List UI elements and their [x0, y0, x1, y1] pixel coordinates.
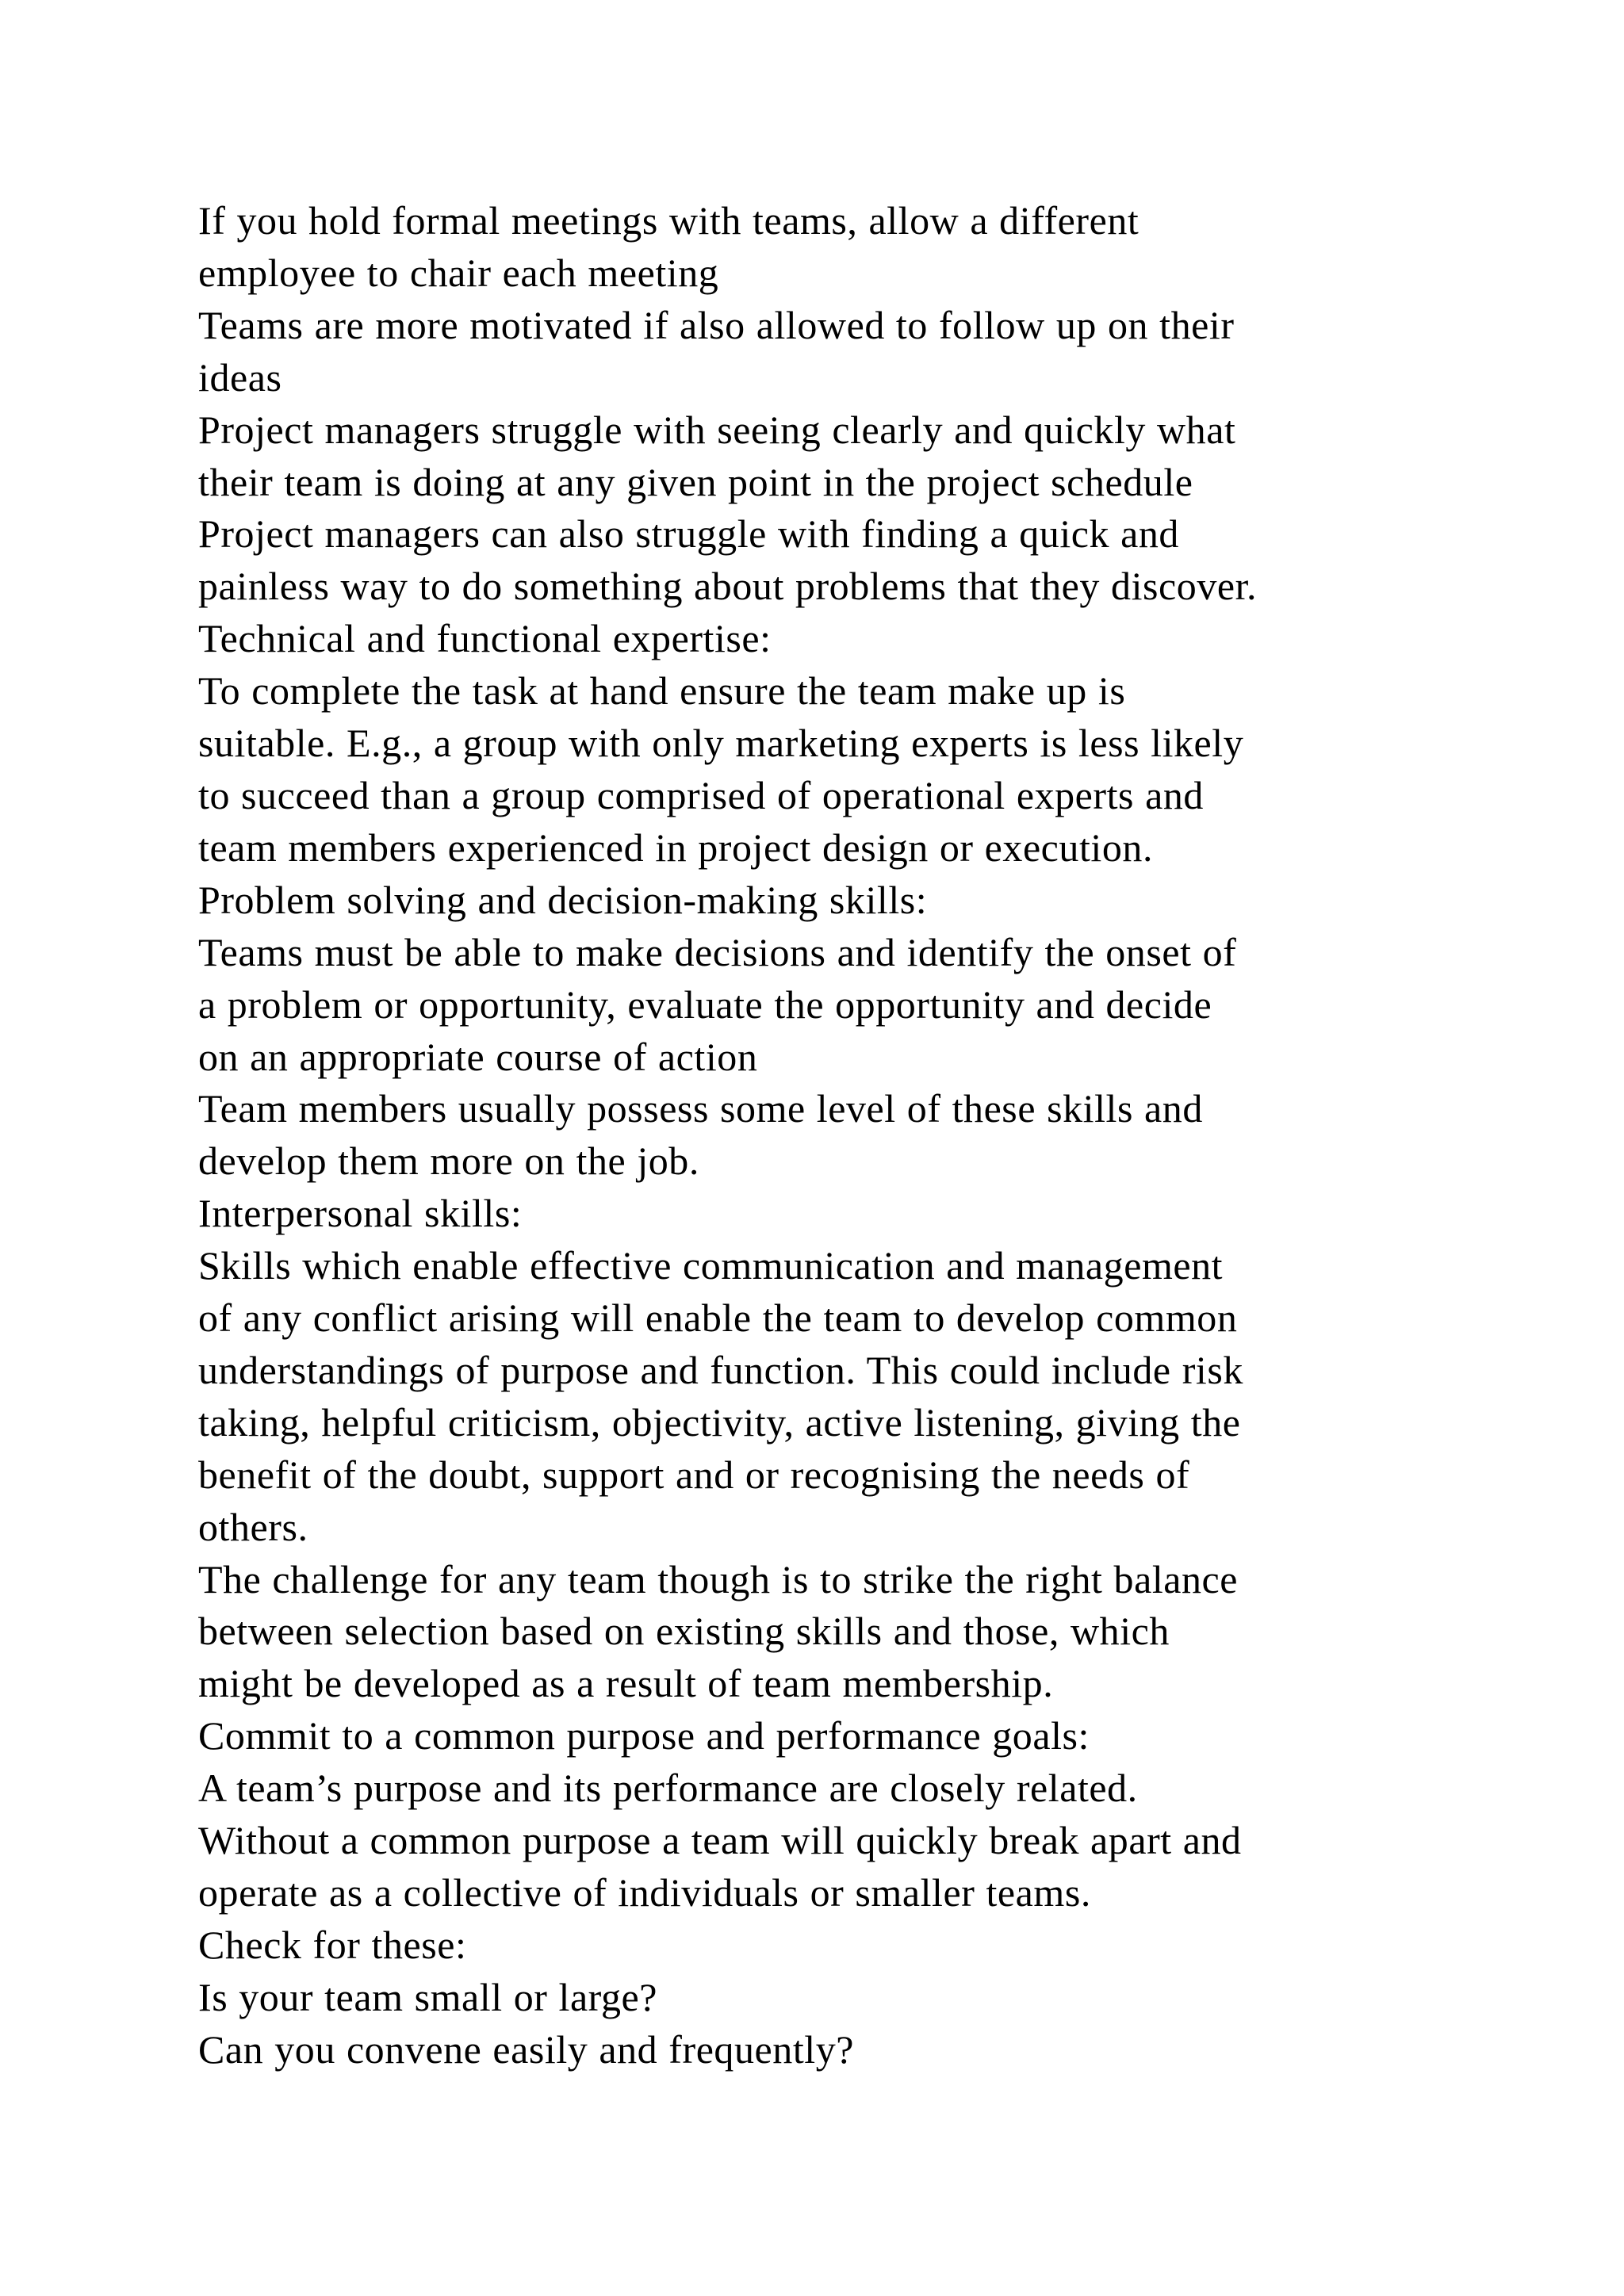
section-heading: Interpersonal skills:: [198, 1191, 523, 1236]
text-line: painless way to do something about problems that they discover.: [198, 564, 1258, 609]
text-line: understandings of purpose and function. This could include risk: [198, 1347, 1243, 1392]
text-line: between selection based on existing skills and those, which: [198, 1609, 1170, 1654]
text-line: benefit of the doubt, support and or recognising the needs of: [198, 1452, 1190, 1497]
text-line: others.: [198, 1504, 308, 1549]
section-heading: Check for these:: [198, 1922, 467, 1967]
text-line: of any conflict arising will enable the team to develop common: [198, 1295, 1238, 1341]
text-line: suitable. E.g., a group with only marketing experts is less likely: [198, 721, 1244, 766]
text-line: develop them more on the job.: [198, 1138, 699, 1184]
text-line: To complete the task at hand ensure the team make up is: [198, 668, 1126, 714]
text-line: taking, helpful criticism, objectivity, active listening, giving the: [198, 1399, 1241, 1445]
text-line: team members experienced in project design or execution.: [198, 825, 1154, 870]
text-line: If you hold formal meetings with teams, allow a different: [198, 198, 1139, 243]
text-line: operate as a collective of individuals or smaller teams.: [198, 1870, 1091, 1915]
text-line: might be developed as a result of team membership.: [198, 1661, 1054, 1706]
section-heading: Commit to a common purpose and performance goals:: [198, 1713, 1090, 1758]
text-line: on an appropriate course of action: [198, 1034, 758, 1079]
text-line: Teams are more motivated if also allowed to follow up on their: [198, 302, 1235, 347]
text-line: a problem or opportunity, evaluate the opportunity and decide: [198, 982, 1212, 1027]
text-line: to succeed than a group comprised of operational experts and: [198, 772, 1204, 817]
document-body: [198, 195, 1467, 2076]
text-line: A team’s purpose and its performance are closely related.: [198, 1766, 1138, 1811]
text-line: employee to chair each meeting: [198, 250, 719, 295]
section-heading: Technical and functional expertise:: [198, 616, 772, 661]
text-line: Project managers can also struggle with finding a quick and: [198, 511, 1179, 557]
text-line: Skills which enable effective communication and management: [198, 1243, 1224, 1288]
text-line: ideas: [198, 354, 282, 400]
section-heading: Problem solving and decision-making skills:: [198, 877, 928, 922]
text-line: Can you convene easily and frequently?: [198, 2026, 854, 2072]
text-line: their team is doing at any given point in the project schedule: [198, 459, 1193, 504]
text-line: Is your team small or large?: [198, 1974, 658, 2019]
text-line: Teams must be able to make decisions and identify the onset of: [198, 929, 1237, 974]
text-line: Project managers struggle with seeing clearly and quickly what: [198, 407, 1236, 452]
text-line: The challenge for any team though is to strike the right balance: [198, 1556, 1239, 1601]
text-line: Without a common purpose a team will quickly break apart and: [198, 1818, 1242, 1863]
text-line: Team members usually possess some level of these skills and: [198, 1086, 1203, 1131]
